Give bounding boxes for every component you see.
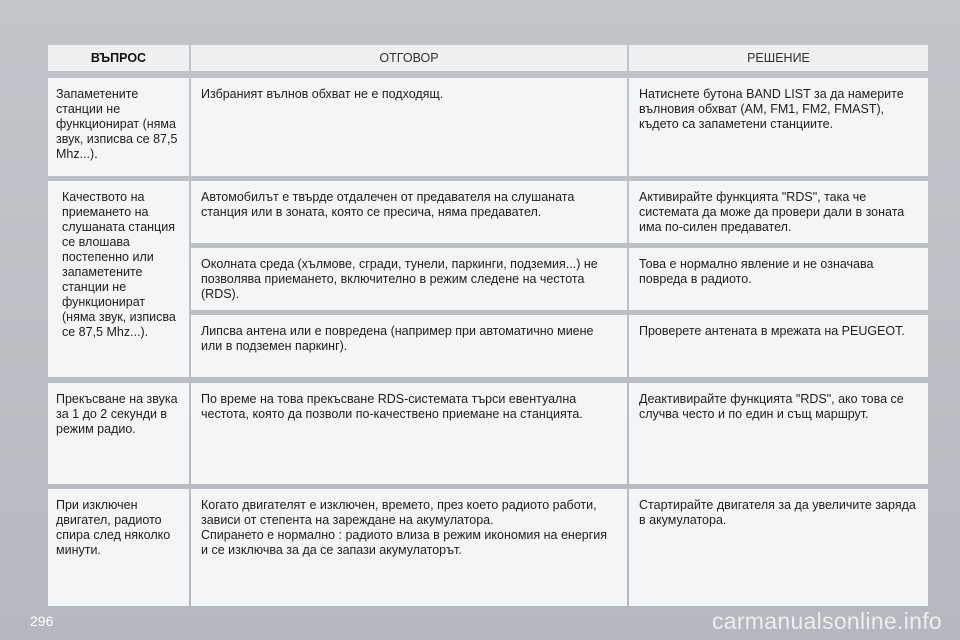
row2-answer-2: Околната среда (хълмове, сгради, тунели, паркинги, подземия...) не позволява приемането, включително в режим следене на честота (RDS). [191, 248, 627, 310]
row1-answer: Избраният вълнов обхват не е подходящ. [191, 78, 627, 176]
row2-solution-1: Активирайте функцията "RDS", така че системата да може да провери дали в зоната има по-силен предавател. [629, 181, 928, 243]
page-number: 296 [30, 613, 54, 629]
row1-question: Запаметените станции не функционират (няма звук, изписва се 87,5 Mhz...). [48, 78, 189, 176]
row2-question: Качеството на приемането на слушаната станция се влошава постепенно или запаметените станции не функционират (няма звук, изписва се 87,5 Mhz...). [48, 181, 189, 377]
row2-answer-1: Автомобилът е твърде отдалечен от предавателя на слушаната станция или в зоната, която се пресича, няма предавател. [191, 181, 627, 243]
row2-solution-3: Проверете антената в мрежата на PEUGEOT. [629, 315, 928, 377]
row3-question: Прекъсване на звука за 1 до 2 секунди в режим радио. [48, 383, 189, 484]
row2-answer-3: Липсва антена или е повредена (например при автоматично миене или в подземен паркинг). [191, 315, 627, 377]
header-solution: РЕШЕНИЕ [629, 45, 928, 71]
watermark: carmanualsonline.info [711, 608, 942, 634]
header-answer: ОТГОВОР [191, 45, 627, 71]
row4-answer: Когато двигателят е изключен, времето, през което радиото работи, зависи от степента на зареждане на акумулатора. Спирането е нормално : радиото влиза в режим икономия на енергия и се изключва за да се запази акумулаторът. [191, 489, 627, 606]
row1-solution: Натиснете бутона BAND LIST за да намерите вълновия обхват (AM, FM1, FM2, FMAST), където са запаметени станциите. [629, 78, 928, 176]
row4-question: При изключен двигател, радиото спира след няколко минути. [48, 489, 189, 606]
row3-answer: По време на това прекъсване RDS-системата търси евентуална честота, която да позволи по-качествено приемане на станцията. [191, 383, 627, 484]
row2-solution-2: Това е нормално явление и не означава повреда в радиото. [629, 248, 928, 310]
header-question: ВЪПРОС [48, 45, 189, 71]
row4-solution: Стартирайте двигателя за да увеличите заряда в акумулатора. [629, 489, 928, 606]
row3-solution: Деактивирайте функцията "RDS", ако това се случва често и по един и същ маршрут. [629, 383, 928, 484]
